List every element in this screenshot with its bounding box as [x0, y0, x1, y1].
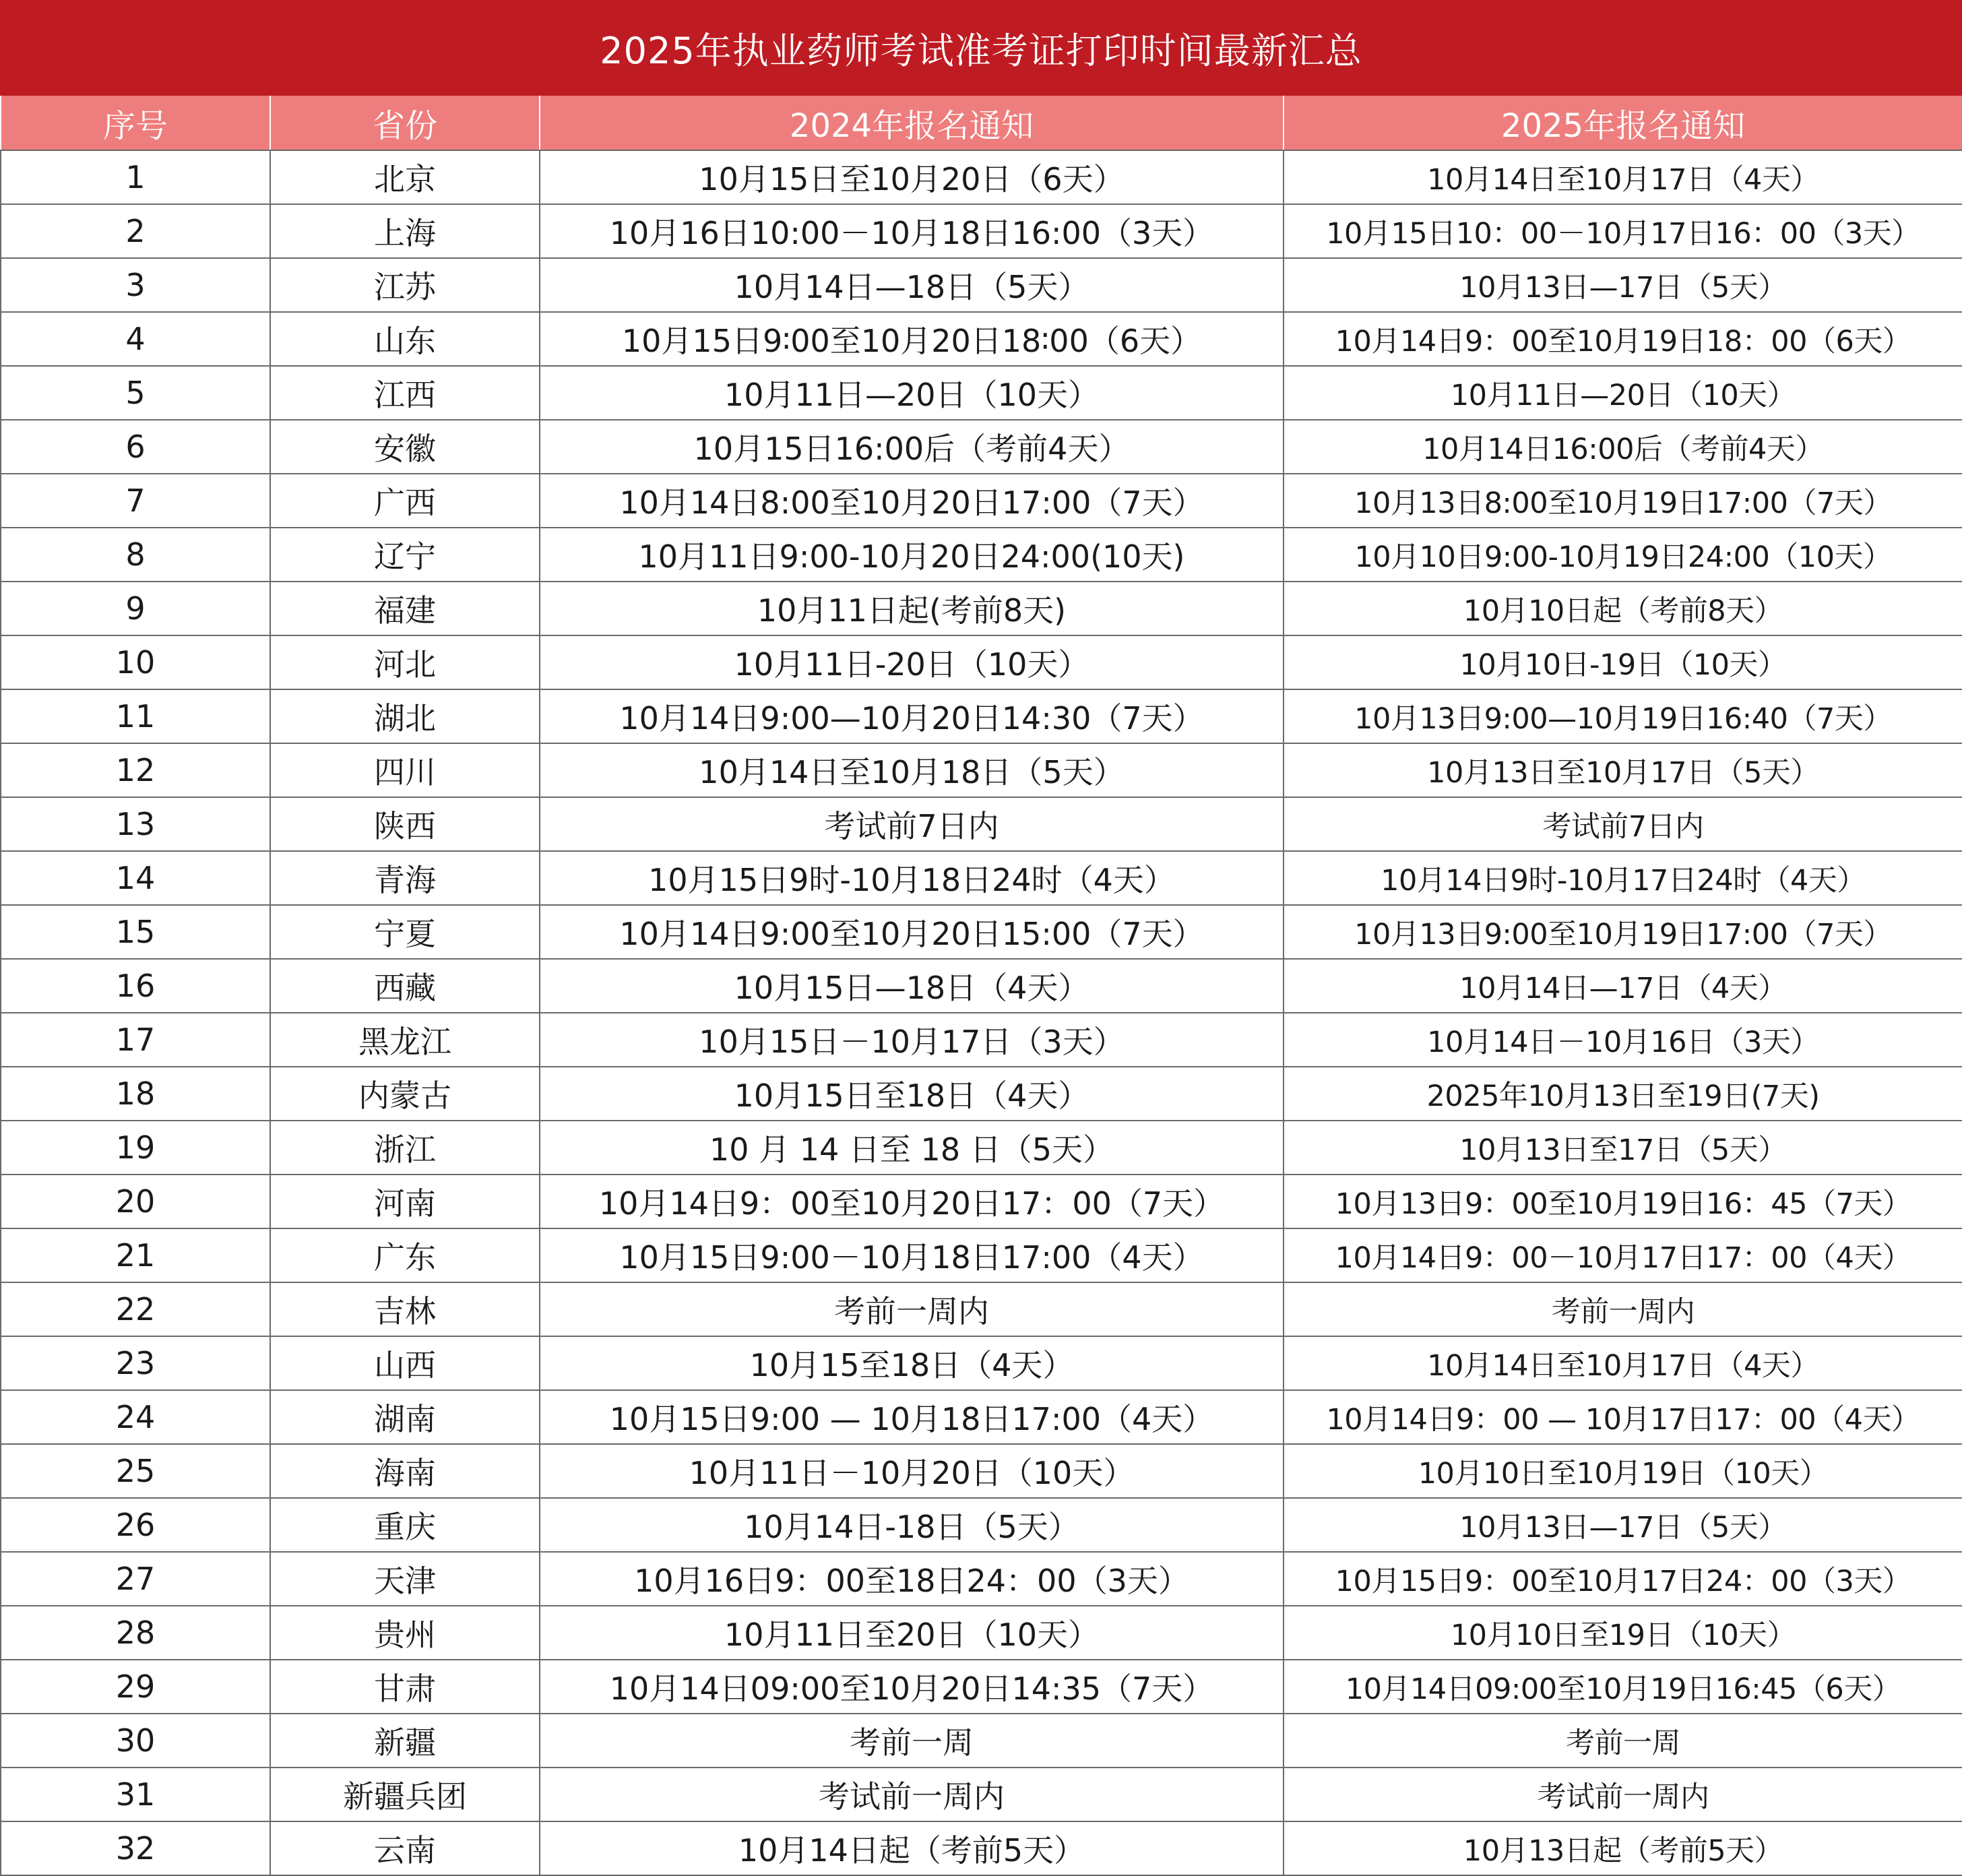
cell-province: 四川: [270, 743, 540, 797]
cell-notice-2024: 考前一周: [540, 1714, 1284, 1768]
cell-province: 吉林: [270, 1282, 540, 1336]
cell-index: 8: [1, 528, 270, 582]
table-row: [1, 1660, 1962, 1714]
cell-notice-2024: 考试前一周内: [540, 1768, 1284, 1821]
table-row: [1, 420, 1962, 474]
cell-notice-2025: 10月14日09:00至10月19日16:45（6天）: [1284, 1660, 1962, 1714]
cell-notice-2024: 10月15日至18日（4天）: [540, 1067, 1284, 1121]
table-row: [1, 689, 1962, 743]
cell-notice-2024: 10月11日—20日（10天）: [540, 366, 1284, 420]
cell-index: 14: [1, 851, 270, 905]
cell-notice-2025: 10月14日9时-10月17日24时（4天）: [1284, 851, 1962, 905]
table-row: [1, 366, 1962, 420]
cell-index: 24: [1, 1390, 270, 1444]
cell-notice-2025: 10月14日9：00至10月19日18：00（6天）: [1284, 312, 1962, 366]
table-row: [1, 1552, 1962, 1606]
cell-notice-2025: 10月13日9:00至10月19日17:00（7天）: [1284, 905, 1962, 959]
table-row: [1, 1714, 1962, 1768]
cell-notice-2025: 10月14日16:00后（考前4天）: [1284, 420, 1962, 474]
cell-province: 湖北: [270, 689, 540, 743]
cell-province: 山西: [270, 1336, 540, 1390]
table-row: [1, 258, 1962, 312]
cell-province: 内蒙古: [270, 1067, 540, 1121]
cell-notice-2025: 10月14日至10月17日（4天）: [1284, 150, 1962, 204]
admission-print-table: [0, 96, 1962, 1876]
table-row: [1, 1282, 1962, 1336]
cell-province: 新疆兵团: [270, 1768, 540, 1821]
cell-notice-2025: 考试前一周内: [1284, 1768, 1962, 1821]
table-row: [1, 1498, 1962, 1552]
cell-notice-2025: 10月13日—17日（5天）: [1284, 258, 1962, 312]
cell-notice-2025: 10月13日8:00至10月19日17:00（7天）: [1284, 474, 1962, 528]
cell-index: 6: [1, 420, 270, 474]
cell-notice-2024: 10月15日－10月17日（3天）: [540, 1013, 1284, 1067]
cell-notice-2024: 考试前7日内: [540, 797, 1284, 851]
table-body: [1, 150, 1962, 1875]
cell-notice-2025: 10月10日至19日（10天）: [1284, 1606, 1962, 1660]
cell-notice-2024: 10月14日09:00至10月20日14:35（7天）: [540, 1660, 1284, 1714]
cell-notice-2024: 10月14日9:00至10月20日15:00（7天）: [540, 905, 1284, 959]
cell-notice-2024: 10月11日起(考前8天): [540, 582, 1284, 635]
cell-index: 30: [1, 1714, 270, 1768]
header-notice-2025: 2025年报名通知: [1284, 96, 1962, 150]
table-row: [1, 1228, 1962, 1282]
cell-province: 江苏: [270, 258, 540, 312]
cell-notice-2024: 10月15日9时-10月18日24时（4天）: [540, 851, 1284, 905]
table-row: [1, 150, 1962, 204]
cell-notice-2024: 10月11日至20日（10天）: [540, 1606, 1284, 1660]
header-province: 省份: [270, 96, 540, 150]
table-row: [1, 1175, 1962, 1228]
cell-notice-2024: 10月14日起（考前5天）: [540, 1821, 1284, 1875]
header-row: [1, 96, 1962, 150]
cell-province: 重庆: [270, 1498, 540, 1552]
cell-province: 西藏: [270, 959, 540, 1013]
cell-notice-2024: 10月11日9:00-10月20日24:00(10天): [540, 528, 1284, 582]
header-index: 序号: [1, 96, 270, 150]
cell-notice-2024: 10月14日9:00—10月20日14:30（7天）: [540, 689, 1284, 743]
cell-index: 17: [1, 1013, 270, 1067]
cell-province: 宁夏: [270, 905, 540, 959]
cell-notice-2025: 10月15日9：00至10月17日24：00（3天）: [1284, 1552, 1962, 1606]
cell-province: 湖南: [270, 1390, 540, 1444]
cell-province: 天津: [270, 1552, 540, 1606]
cell-index: 12: [1, 743, 270, 797]
table-row: [1, 1768, 1962, 1821]
cell-province: 黑龙江: [270, 1013, 540, 1067]
table-row: [1, 1821, 1962, 1875]
table-row: [1, 1606, 1962, 1660]
cell-notice-2025: 考前一周内: [1284, 1282, 1962, 1336]
cell-index: 10: [1, 635, 270, 689]
table-row: [1, 905, 1962, 959]
cell-notice-2024: 10月14日9：00至10月20日17：00（7天）: [540, 1175, 1284, 1228]
table-row: [1, 1013, 1962, 1067]
table-row: [1, 1121, 1962, 1175]
cell-index: 29: [1, 1660, 270, 1714]
cell-notice-2025: 10月14日9：00－10月17日17：00（4天）: [1284, 1228, 1962, 1282]
cell-index: 26: [1, 1498, 270, 1552]
cell-notice-2024: 10月11日－10月20日（10天）: [540, 1444, 1284, 1498]
table-row: [1, 635, 1962, 689]
table-row: [1, 851, 1962, 905]
cell-notice-2025: 10月13日至17日（5天）: [1284, 1121, 1962, 1175]
header-notice-2024: 2024年报名通知: [540, 96, 1284, 150]
cell-notice-2025: 考试前7日内: [1284, 797, 1962, 851]
cell-notice-2024: 10 月 14 日至 18 日（5天）: [540, 1121, 1284, 1175]
table-row: [1, 797, 1962, 851]
cell-province: 贵州: [270, 1606, 540, 1660]
cell-province: 广东: [270, 1228, 540, 1282]
cell-index: 28: [1, 1606, 270, 1660]
cell-notice-2025: 考前一周: [1284, 1714, 1962, 1768]
table-row: [1, 1444, 1962, 1498]
cell-index: 18: [1, 1067, 270, 1121]
cell-notice-2024: 10月16日9：00至18日24：00（3天）: [540, 1552, 1284, 1606]
cell-province: 河南: [270, 1175, 540, 1228]
cell-index: 7: [1, 474, 270, 528]
cell-province: 新疆: [270, 1714, 540, 1768]
cell-index: 9: [1, 582, 270, 635]
cell-notice-2025: 10月13日起（考前5天）: [1284, 1821, 1962, 1875]
cell-notice-2024: 10月14日至10月18日（5天）: [540, 743, 1284, 797]
cell-index: 13: [1, 797, 270, 851]
table-row: [1, 528, 1962, 582]
cell-index: 32: [1, 1821, 270, 1875]
cell-notice-2025: 10月10日-19日（10天）: [1284, 635, 1962, 689]
cell-notice-2025: 10月14日至10月17日（4天）: [1284, 1336, 1962, 1390]
cell-index: 25: [1, 1444, 270, 1498]
cell-index: 22: [1, 1282, 270, 1336]
table-row: [1, 474, 1962, 528]
cell-province: 海南: [270, 1444, 540, 1498]
cell-index: 4: [1, 312, 270, 366]
cell-notice-2024: 10月15日9:00 — 10月18日17:00（4天）: [540, 1390, 1284, 1444]
cell-notice-2024: 10月15日16:00后（考前4天）: [540, 420, 1284, 474]
cell-notice-2024: 10月15日9∶00至10月20日18∶00（6天）: [540, 312, 1284, 366]
cell-province: 青海: [270, 851, 540, 905]
cell-notice-2024: 10月15日—18日（4天）: [540, 959, 1284, 1013]
cell-province: 甘肃: [270, 1660, 540, 1714]
cell-index: 23: [1, 1336, 270, 1390]
cell-notice-2025: 10月13日9：00至10月19日16：45（7天）: [1284, 1175, 1962, 1228]
cell-province: 福建: [270, 582, 540, 635]
cell-notice-2024: 10月15日9:00－10月18日17:00（4天）: [540, 1228, 1284, 1282]
cell-index: 19: [1, 1121, 270, 1175]
cell-notice-2024: 10月15日至10月20日（6天）: [540, 150, 1284, 204]
cell-notice-2024: 10月15至18日（4天）: [540, 1336, 1284, 1390]
cell-province: 江西: [270, 366, 540, 420]
table-row: [1, 1336, 1962, 1390]
cell-notice-2025: 10月13日—17日（5天）: [1284, 1498, 1962, 1552]
cell-notice-2025: 10月10日9:00-10月19日24:00（10天）: [1284, 528, 1962, 582]
cell-notice-2024: 10月14日—18日（5天）: [540, 258, 1284, 312]
cell-notice-2025: 10月14日—17日（4天）: [1284, 959, 1962, 1013]
table-row: [1, 204, 1962, 258]
cell-notice-2024: 10月16日10:00－10月18日16:00（3天）: [540, 204, 1284, 258]
cell-notice-2024: 考前一周内: [540, 1282, 1284, 1336]
cell-notice-2025: 10月13日9:00—10月19日16:40（7天）: [1284, 689, 1962, 743]
cell-index: 1: [1, 150, 270, 204]
cell-index: 21: [1, 1228, 270, 1282]
cell-province: 浙江: [270, 1121, 540, 1175]
table-row: [1, 312, 1962, 366]
cell-index: 5: [1, 366, 270, 420]
cell-index: 15: [1, 905, 270, 959]
cell-notice-2025: 2025年10月13日至19日(7天): [1284, 1067, 1962, 1121]
cell-notice-2025: 10月10日起（考前8天）: [1284, 582, 1962, 635]
table-title: 2025年执业药师考试准考证打印时间最新汇总: [0, 0, 1962, 96]
cell-notice-2025: 10月15日10：00－10月17日16：00（3天）: [1284, 204, 1962, 258]
cell-notice-2025: 10月13日至10月17日（5天）: [1284, 743, 1962, 797]
table-row: [1, 1390, 1962, 1444]
cell-notice-2024: 10月11日-20日（10天）: [540, 635, 1284, 689]
cell-index: 3: [1, 258, 270, 312]
cell-notice-2025: 10月11日—20日（10天）: [1284, 366, 1962, 420]
cell-notice-2024: 10月14日8:00至10月20日17:00（7天）: [540, 474, 1284, 528]
cell-province: 上海: [270, 204, 540, 258]
cell-province: 陕西: [270, 797, 540, 851]
cell-province: 广西: [270, 474, 540, 528]
cell-notice-2024: 10月14日-18日（5天）: [540, 1498, 1284, 1552]
cell-index: 20: [1, 1175, 270, 1228]
cell-province: 河北: [270, 635, 540, 689]
table-row: [1, 959, 1962, 1013]
cell-index: 11: [1, 689, 270, 743]
cell-province: 云南: [270, 1821, 540, 1875]
table-row: [1, 743, 1962, 797]
cell-index: 16: [1, 959, 270, 1013]
table-row: [1, 582, 1962, 635]
cell-index: 31: [1, 1768, 270, 1821]
table-row: [1, 1067, 1962, 1121]
cell-notice-2025: 10月10日至10月19日（10天）: [1284, 1444, 1962, 1498]
cell-notice-2025: 10月14日9：00 — 10月17日17：00（4天）: [1284, 1390, 1962, 1444]
cell-notice-2025: 10月14日－10月16日（3天）: [1284, 1013, 1962, 1067]
cell-index: 27: [1, 1552, 270, 1606]
cell-province: 安徽: [270, 420, 540, 474]
cell-index: 2: [1, 204, 270, 258]
cell-province: 北京: [270, 150, 540, 204]
cell-province: 辽宁: [270, 528, 540, 582]
cell-province: 山东: [270, 312, 540, 366]
